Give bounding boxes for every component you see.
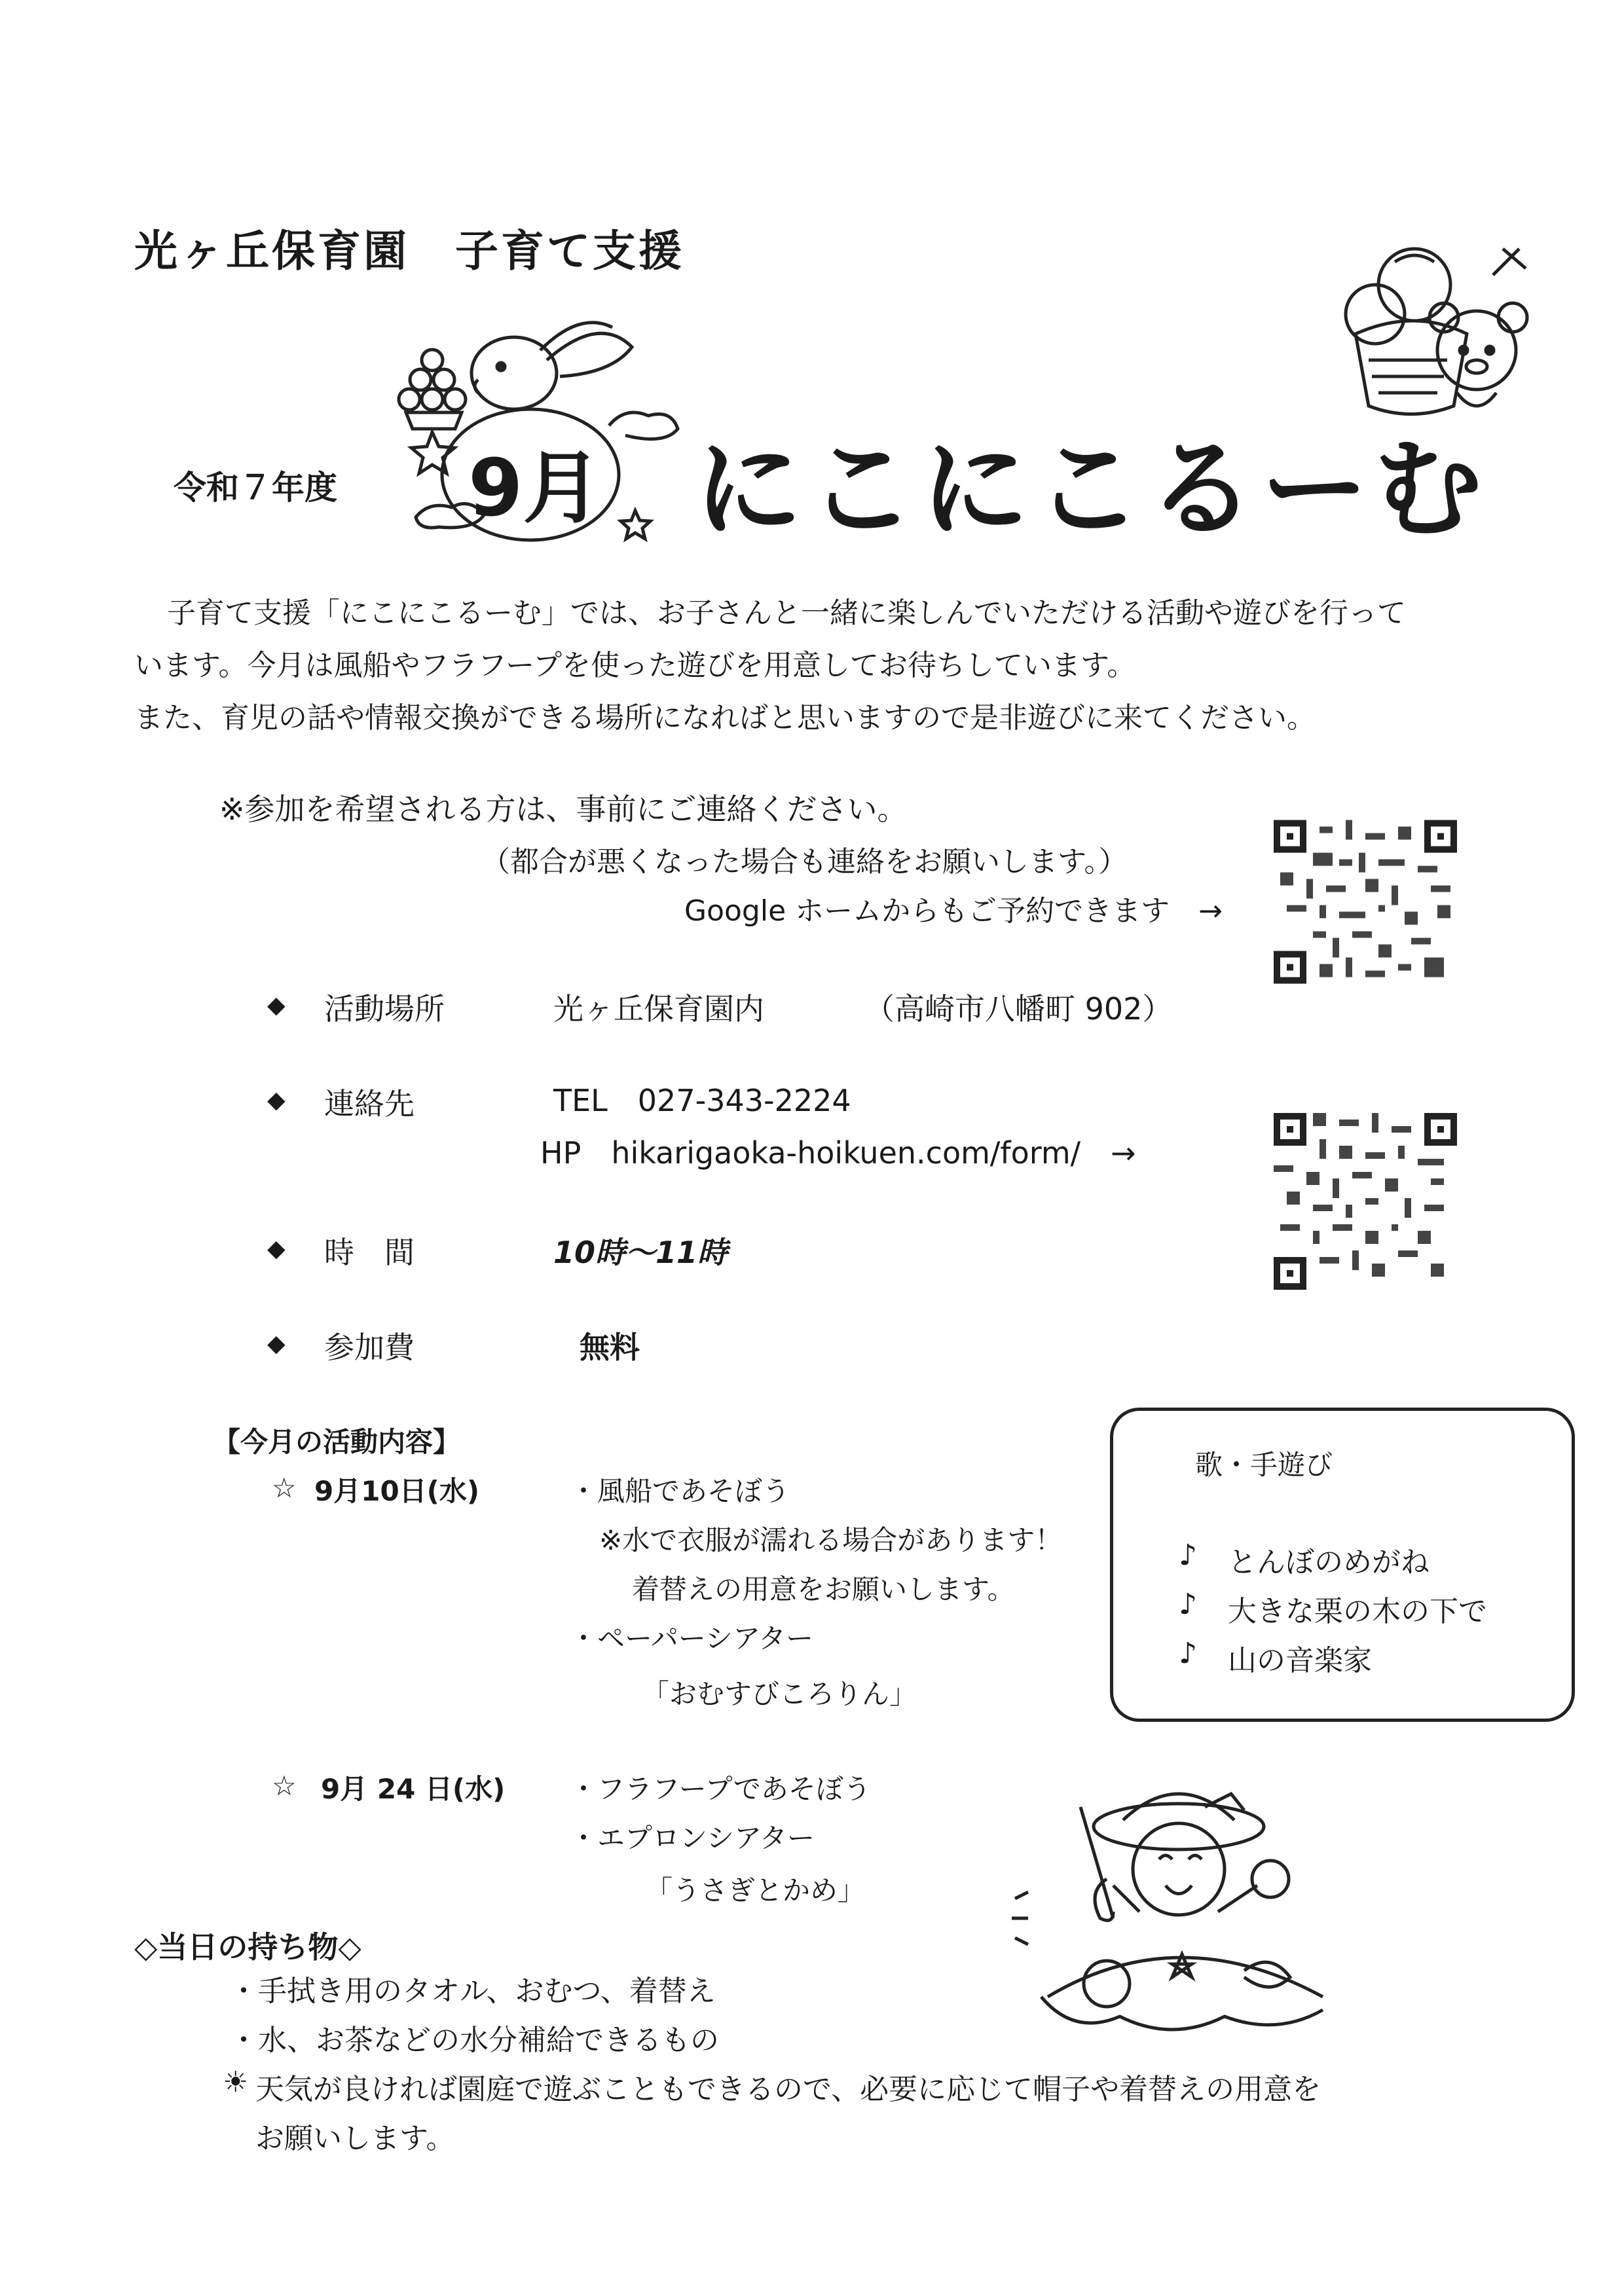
day1-date: 9月10日(水) <box>314 1475 480 1507</box>
bullet-diamond-icon: ◆ <box>267 1330 286 1357</box>
intro-line-3: また、育児の話や情報交換ができる場所になればと思いますので是非遊びに来てください。 <box>134 701 1316 735</box>
fishing-child-illustration <box>1008 1781 1349 2043</box>
notice-line-1: ※参加を希望される方は、事前にご連絡ください。 <box>219 792 908 827</box>
fee-value: 無料 <box>580 1330 640 1365</box>
intro-line-2: います。今月は風船やフラフープを使った遊びを用意してお待ちしています。 <box>134 649 1136 682</box>
bullet-diamond-icon: ◆ <box>267 1087 286 1114</box>
fee-label: 参加費 <box>324 1330 415 1365</box>
place-value: 光ヶ丘保育園内 <box>553 991 764 1027</box>
contact-tel: TEL 027-343-2224 <box>553 1083 851 1118</box>
main-title: にこにこるーむ <box>694 426 1487 552</box>
bullet-diamond-icon: ◆ <box>267 1235 286 1262</box>
belongings-note-line-1: 天気が良ければ園庭で遊ぶこともできるので、必要に応じて帽子や着替えの用意を <box>255 2073 1321 2106</box>
day2-item: ・エプロンシアター <box>570 1822 815 1854</box>
music-note-icon: ♪ <box>1179 1539 1198 1572</box>
time-value: 10時～11時 <box>553 1235 728 1270</box>
intro-line-1: 子育て支援「にこにこるーむ」では、お子さんと一緒に楽しんでいただける活動や遊びを行って <box>167 596 1406 630</box>
place-label: 活動場所 <box>324 991 445 1027</box>
day1-item: ・風船であそぼう <box>570 1475 790 1507</box>
bullet-diamond-icon: ◆ <box>267 992 286 1019</box>
day1-item: 「おむすびころりん」 <box>642 1678 917 1710</box>
belonging-item: ・手拭き用のタオル、おむつ、着替え <box>229 1975 716 2008</box>
day1-item: 着替えの用意をお願いします。 <box>632 1573 1015 1605</box>
google-form-qr-code[interactable] <box>1274 818 1457 985</box>
day1-item: ・ペーパーシアター <box>570 1622 814 1654</box>
music-note-icon: ♪ <box>1179 1637 1198 1670</box>
contact-hp-link[interactable]: HP hikarigaoka-hoikuen.com/form/ → <box>540 1135 1136 1171</box>
google-form-note: Google ホームからもご予約できます → <box>684 894 1223 928</box>
notice-line-2: （都合が悪くなった場合も連絡をお願いします。） <box>481 845 1128 879</box>
month-badge: 9月 <box>468 443 602 534</box>
songs-title: 歌・手遊び <box>1195 1449 1333 1481</box>
song-item: 山の音楽家 <box>1228 1644 1372 1677</box>
sun-icon: ☀ <box>223 2066 249 2099</box>
activities-section-title: 【今月の活動内容】 <box>213 1426 461 1458</box>
star-icon: ☆ <box>272 1770 297 1802</box>
belonging-item: ・水、お茶などの水分補給できるもの <box>229 2024 719 2057</box>
day2-date: 9月 24 日(水) <box>321 1773 506 1805</box>
day2-item: ・フラフープであそぼう <box>570 1773 871 1805</box>
song-item: 大きな栗の木の下で <box>1228 1595 1487 1628</box>
contact-label: 連絡先 <box>324 1086 415 1121</box>
homepage-qr-code[interactable] <box>1274 1113 1457 1290</box>
belongings-title: ◇当日の持ち物◇ <box>134 1929 361 1965</box>
music-note-icon: ♪ <box>1179 1588 1198 1621</box>
belongings-note-line-2: お願いします。 <box>255 2122 455 2155</box>
fiscal-year-label: 令和７年度 <box>174 469 337 507</box>
day1-item: ※水で衣服が濡れる場合があります！ <box>599 1524 1063 1556</box>
songs-box <box>1110 1408 1575 1722</box>
star-icon: ☆ <box>272 1472 297 1504</box>
day2-item: 「うさぎとかめ」 <box>645 1874 866 1906</box>
place-address: （高崎市八幡町 902） <box>864 991 1173 1027</box>
time-label: 時 間 <box>324 1235 415 1270</box>
org-title: 光ヶ丘保育園 子育て支援 <box>134 226 684 276</box>
song-item: とんぼのめがね <box>1228 1546 1430 1579</box>
